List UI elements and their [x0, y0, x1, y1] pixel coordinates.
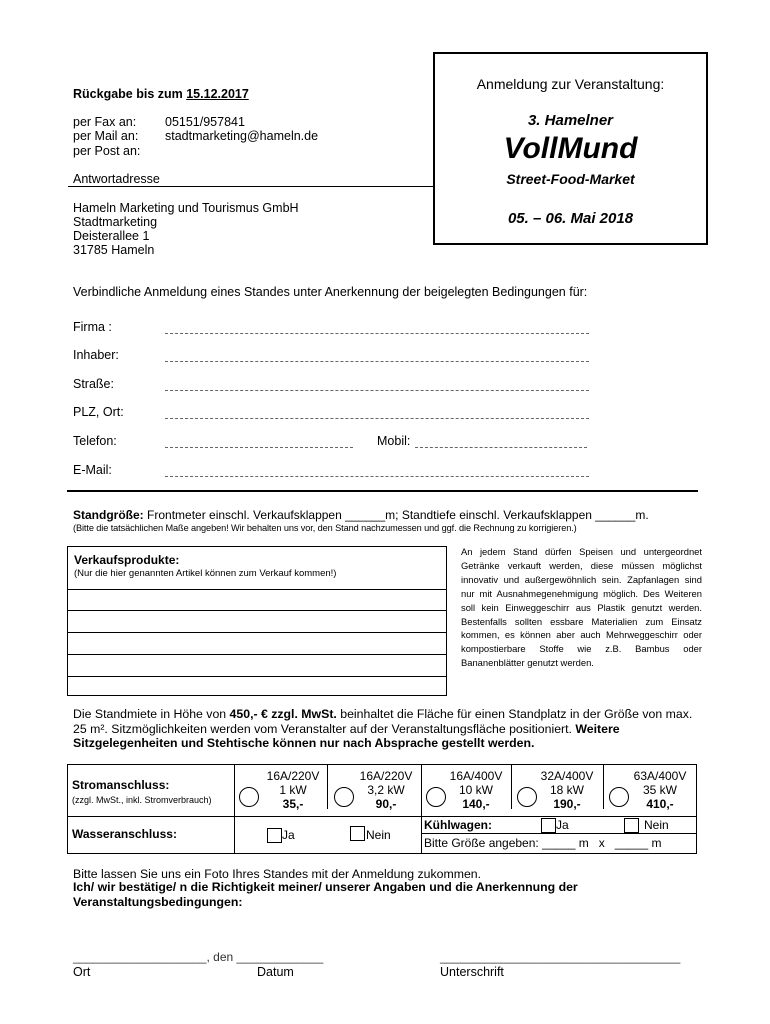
- power-option-2: [351, 769, 421, 811]
- water-yes-checkbox[interactable]: [267, 828, 282, 843]
- reply-address-divider: [68, 186, 434, 187]
- signature-label: Unterschrift: [440, 965, 504, 979]
- stand-size-label: Standgröße:: [73, 508, 144, 522]
- col-divider: [234, 765, 235, 853]
- phone-field[interactable]: [165, 447, 353, 448]
- phone-label: Telefon:: [73, 434, 117, 448]
- row-divider: [68, 816, 696, 817]
- zip-city-label: PLZ, Ort:: [73, 405, 124, 419]
- power-note: (zzgl. MwSt., inkl. Stromverbrauch): [72, 795, 212, 805]
- power-option-power: 18 kW: [549, 783, 584, 797]
- power-option-spec: 16A/220V: [266, 769, 320, 783]
- mobile-label: Mobil:: [377, 434, 411, 448]
- fridge-no-label: Nein: [644, 818, 669, 832]
- power-option-power: 3,2 kW: [367, 783, 405, 797]
- mobile-field[interactable]: [415, 447, 587, 448]
- power-option-spec: 32A/400V: [540, 769, 594, 783]
- products-subtitle: (Nur die hier genannten Artikel können zum Verkauf kommen!): [74, 568, 337, 579]
- power-option-spec: 16A/400V: [449, 769, 503, 783]
- power-option-power: 35 kW: [642, 783, 677, 797]
- owner-field[interactable]: [165, 361, 589, 362]
- rent-text: [73, 707, 699, 751]
- photo-text: Bitte lassen Sie uns ein Foto Ihres Standes mit der Anmeldung zukommen.: [73, 867, 482, 881]
- return-deadline-date: 15.12.2017: [186, 87, 249, 101]
- fridge-yes-checkbox[interactable]: [541, 818, 556, 833]
- product-row[interactable]: [68, 589, 446, 611]
- reply-address-label: Antwortadresse: [73, 172, 160, 186]
- row-divider: [421, 833, 696, 834]
- street-field[interactable]: [165, 390, 589, 391]
- product-row[interactable]: [68, 654, 446, 676]
- power-option-3: [441, 769, 511, 811]
- company-field[interactable]: [165, 333, 589, 334]
- email-field[interactable]: [165, 476, 589, 477]
- power-option-power: 1 kW: [279, 783, 307, 797]
- post-label: per Post an:: [73, 144, 141, 158]
- return-deadline: [73, 87, 249, 101]
- zip-city-field[interactable]: [165, 418, 589, 419]
- power-option-price: 410,-: [646, 797, 674, 811]
- product-row[interactable]: [68, 632, 446, 654]
- fridge-label: Kühlwagen:: [424, 818, 492, 832]
- date-label: Datum: [257, 965, 294, 979]
- street-label: Straße:: [73, 377, 114, 391]
- power-option-1: [258, 769, 328, 811]
- fax-value: 05151/957841: [165, 115, 245, 129]
- section-divider: [67, 490, 698, 492]
- col-divider: [511, 765, 512, 809]
- rent-text-2: beinhaltet die Fläche für einen Standplatz in der Größe von max. 25 m². Sitzmöglichkeiten werden vom Veranstalter auf der Veranstaltungsfläche positioniert.: [73, 707, 693, 736]
- power-option-5: [625, 769, 695, 811]
- stand-size-text: Frontmeter einschl. Verkaufsklappen ______m; Standtiefe einschl. Verkaufsklappen ______m.: [147, 508, 649, 522]
- rent-text-3: Weitere Sitzgelegenheiten und Stehtische können nur nach Absprache gestellt werden.: [73, 721, 620, 750]
- address-line-3: Deisterallee 1: [73, 229, 150, 243]
- power-option-4: [532, 769, 602, 811]
- event-date: 05. – 06. Mai 2018: [507, 210, 634, 227]
- power-water-table: [67, 764, 697, 854]
- power-option-price: 140,-: [462, 797, 490, 811]
- product-row[interactable]: [68, 676, 446, 698]
- power-option-price: 190,-: [553, 797, 581, 811]
- products-table: [67, 546, 447, 696]
- confirmation-text: Ich/ wir bestätige/ n die Richtigkeit meiner/ unserer Angaben und die Anerkennung der Veranstaltungsbedingungen:: [73, 880, 578, 909]
- power-option-price: 90,-: [375, 797, 397, 811]
- water-no-label: Nein: [366, 828, 391, 842]
- rent-price: 450,- € zzgl. MwSt.: [229, 707, 337, 721]
- col-divider: [421, 765, 422, 853]
- address-line-4: 31785 Hameln: [73, 243, 155, 257]
- power-option-spec: 63A/400V: [633, 769, 687, 783]
- signature-line[interactable]: ____________________________________: [440, 950, 681, 964]
- place-label: Ort: [73, 965, 91, 979]
- event-name: VollMund: [503, 132, 638, 165]
- stand-size-note: (Bitte die tatsächlichen Maße angeben! Wir behalten uns vor, den Stand nachzumessen und ggf. die Rechnung zu korrigieren.): [73, 523, 577, 533]
- mail-label: per Mail an:: [73, 129, 139, 143]
- company-label: Firma :: [73, 320, 112, 334]
- event-box: [433, 52, 708, 245]
- registration-text: Verbindliche Anmeldung eines Standes unter Anerkennung der beigelegten Bedingungen für:: [73, 285, 588, 299]
- water-yes-label: Ja: [282, 828, 295, 842]
- stand-size: [73, 508, 649, 522]
- mail-value: stadtmarketing@hameln.de: [165, 129, 319, 143]
- event-subtitle: Street-Food-Market: [506, 171, 635, 187]
- address-line-1: Hameln Marketing und Tourismus GmbH: [73, 201, 299, 215]
- return-deadline-prefix: Rückgabe bis zum: [73, 87, 187, 101]
- fridge-size[interactable]: Bitte Größe angeben: _____ m x _____ m: [424, 836, 662, 850]
- rent-text-1: Die Standmiete in Höhe von: [73, 707, 230, 721]
- fridge-no-checkbox[interactable]: [624, 818, 639, 833]
- event-edition: 3. Hamelner: [527, 112, 614, 129]
- product-row[interactable]: [68, 610, 446, 632]
- power-option-power: 10 kW: [458, 783, 493, 797]
- fridge-yes-label: Ja: [556, 818, 569, 832]
- water-no-checkbox[interactable]: [350, 826, 365, 841]
- power-label: Stromanschluss:: [72, 778, 170, 792]
- col-divider: [603, 765, 604, 809]
- owner-label: Inhaber:: [73, 348, 119, 362]
- water-label: Wasseranschluss:: [72, 827, 177, 841]
- event-intro: Anmeldung zur Veranstaltung:: [476, 76, 665, 92]
- fax-label: per Fax an:: [73, 115, 137, 129]
- email-label: E-Mail:: [73, 463, 112, 477]
- conditions-text: An jedem Stand dürfen Speisen und untergeordnet Getränke verkauft werden, diese müssen möglichst innovativ und außergewöhnlich sein. Zapfanlagen sind nur mit Ausnahmegenehmigung möglich. Des Weiteren soll kein Einweggeschirr aus Plastik genutzt werden. Bestenfalls sollten essbare Materialien zum Einsatz kommen, es können aber auch Mehrweggeschirr oder kompostierbare Stoffe wie z.B. Bambus oder Bananenblätter genutzt werden.: [461, 546, 702, 669]
- place-date-line[interactable]: ____________________, den _____________: [73, 950, 324, 964]
- power-option-price: 35,-: [282, 797, 304, 811]
- address-line-2: Stadtmarketing: [73, 215, 158, 229]
- products-title: Verkaufsprodukte:: [74, 553, 180, 567]
- power-option-spec: 16A/220V: [359, 769, 413, 783]
- power-option-1-radio[interactable]: [239, 787, 259, 807]
